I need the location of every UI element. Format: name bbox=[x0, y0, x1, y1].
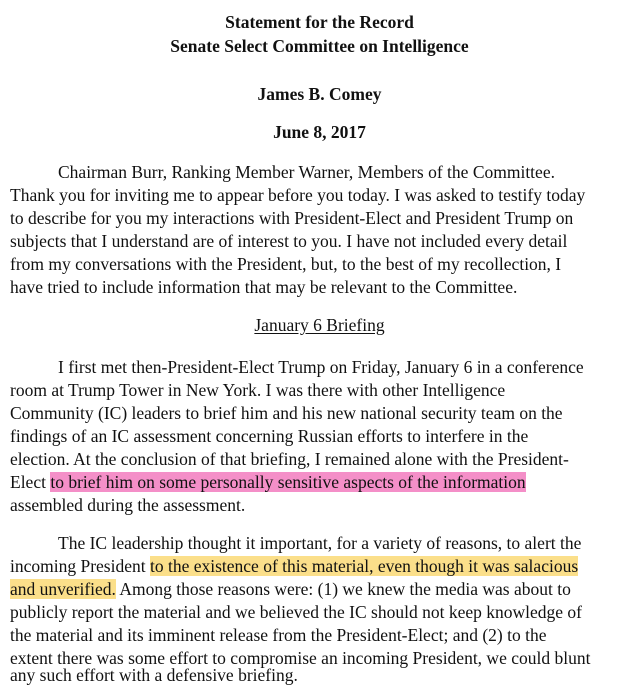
pink-highlight: to brief him on some personally sensitive aspects of the information bbox=[50, 472, 526, 492]
paragraph-2-line: room at Trump Tower in New York. I was there with other Intelligence bbox=[10, 380, 506, 400]
document-date: June 8, 2017 bbox=[273, 122, 366, 142]
paragraph-3-line bbox=[10, 578, 571, 600]
paragraph-2-line: election. At the conclusion of that briefing, I remained alone with the President- bbox=[10, 449, 569, 469]
line-text: incoming President bbox=[10, 556, 150, 576]
paragraph-1-line: have tried to include information that may be relevant to the Committee. bbox=[10, 277, 518, 297]
paragraph-1-line: Chairman Burr, Ranking Member Warner, Members of the Committee. bbox=[58, 162, 555, 182]
paragraph-2-line: findings of an IC assessment concerning Russian efforts to interfere in the bbox=[10, 426, 529, 446]
yellow-highlight: and unverified. bbox=[10, 579, 116, 599]
paragraph-1-line: to describe for you my interactions with President-Elect and President Trump on bbox=[10, 208, 574, 228]
paragraph-3-line: any such effort with a defensive briefing. bbox=[10, 665, 298, 685]
section-heading-text: January 6 Briefing bbox=[254, 315, 385, 335]
paragraph-1-line: from my conversations with the President, but, to the best of my recollection, I bbox=[10, 254, 562, 274]
paragraph-3-line: the material and its imminent release from the President-Elect; and (2) to the bbox=[10, 625, 547, 645]
paragraph-2-line: assembled during the assessment. bbox=[10, 495, 246, 515]
document-title: Statement for the Record bbox=[225, 12, 414, 32]
paragraph-1-line: Thank you for inviting me to appear before you today. I was asked to testify today bbox=[10, 185, 586, 205]
line-text: Elect bbox=[10, 472, 51, 492]
paragraph-3-line: The IC leadership thought it important, for a variety of reasons, to alert the bbox=[58, 533, 582, 553]
yellow-highlight: to the existence of this material, even though it was salacious bbox=[149, 556, 579, 576]
line-text: Among those reasons were: (1) we knew the media was about to bbox=[115, 579, 571, 599]
author-name: James B. Comey bbox=[257, 84, 382, 104]
paragraph-3-line: publicly report the material and we believed the IC should not keep knowledge of bbox=[10, 602, 582, 622]
document-subtitle: Senate Select Committee on Intelligence bbox=[170, 36, 469, 56]
paragraph-1-line: subjects that I understand are of interest to you. I have not included every detail bbox=[10, 231, 568, 251]
section-heading bbox=[0, 314, 639, 336]
paragraph-3-line: extent there was some effort to compromise an incoming President, we could blunt bbox=[10, 648, 591, 668]
paragraph-3-line bbox=[10, 555, 578, 577]
paragraph-2-line: Community (IC) leaders to brief him and his new national security team on the bbox=[10, 403, 563, 423]
paragraph-2-line bbox=[10, 471, 526, 493]
paragraph-2-line: I first met then-President-Elect Trump on Friday, January 6 in a conference bbox=[58, 357, 584, 377]
